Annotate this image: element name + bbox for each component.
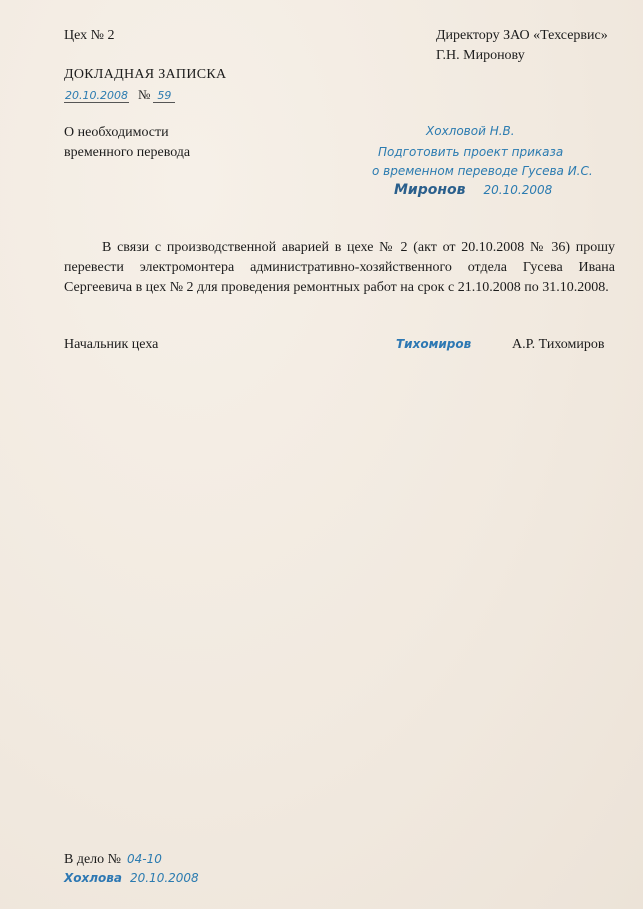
- subject-line1: О необходимости: [64, 125, 169, 140]
- signoff-signature: Тихомиров: [396, 337, 472, 351]
- number-prefix: №: [137, 87, 151, 102]
- addressee-line2: Г.Н. Миронову: [436, 48, 525, 63]
- body-paragraph: В связи с производственной аварией в цехе № 2 (акт от 20.10.2008 № 36) прошу перевести электромонтера административно-хозяйственного отдела Гусева Ивана Сергеевича в цех № 2 для проведения ремонтных работ на срок с 21.10.2008 по 31.10.2008.: [64, 240, 615, 295]
- resolution-line2: Подготовить проект приказа: [378, 145, 564, 159]
- document-title: ДОКЛАДНАЯ ЗАПИСКА: [64, 67, 227, 82]
- file-prefix: В дело №: [64, 852, 122, 867]
- file-number: 04-10: [127, 852, 162, 866]
- department-label: Цех № 2: [64, 28, 115, 43]
- resolution-line1: Хохловой Н.В.: [426, 124, 515, 138]
- date-handwritten: 20.10.2008: [65, 89, 128, 102]
- number-handwritten: 59: [153, 89, 175, 103]
- resolution-signature-block: [394, 181, 552, 199]
- resolution-signature: Миронов: [394, 182, 466, 198]
- date-number-line: [64, 87, 175, 103]
- file-note: [64, 850, 162, 868]
- signoff-position: Начальник цеха: [64, 337, 159, 352]
- executor-signature: Хохлова: [64, 871, 122, 885]
- resolution-line3: о временном переводе Гусева И.С.: [372, 164, 593, 178]
- signoff-name: А.Р. Тихомиров: [512, 337, 605, 352]
- subject-line2: временного перевода: [64, 145, 191, 160]
- executor-note: [64, 869, 199, 887]
- executor-date: 20.10.2008: [129, 871, 199, 885]
- addressee-line1: Директору ЗАО «Техсервис»: [436, 28, 608, 43]
- resolution-date: 20.10.2008: [483, 183, 553, 197]
